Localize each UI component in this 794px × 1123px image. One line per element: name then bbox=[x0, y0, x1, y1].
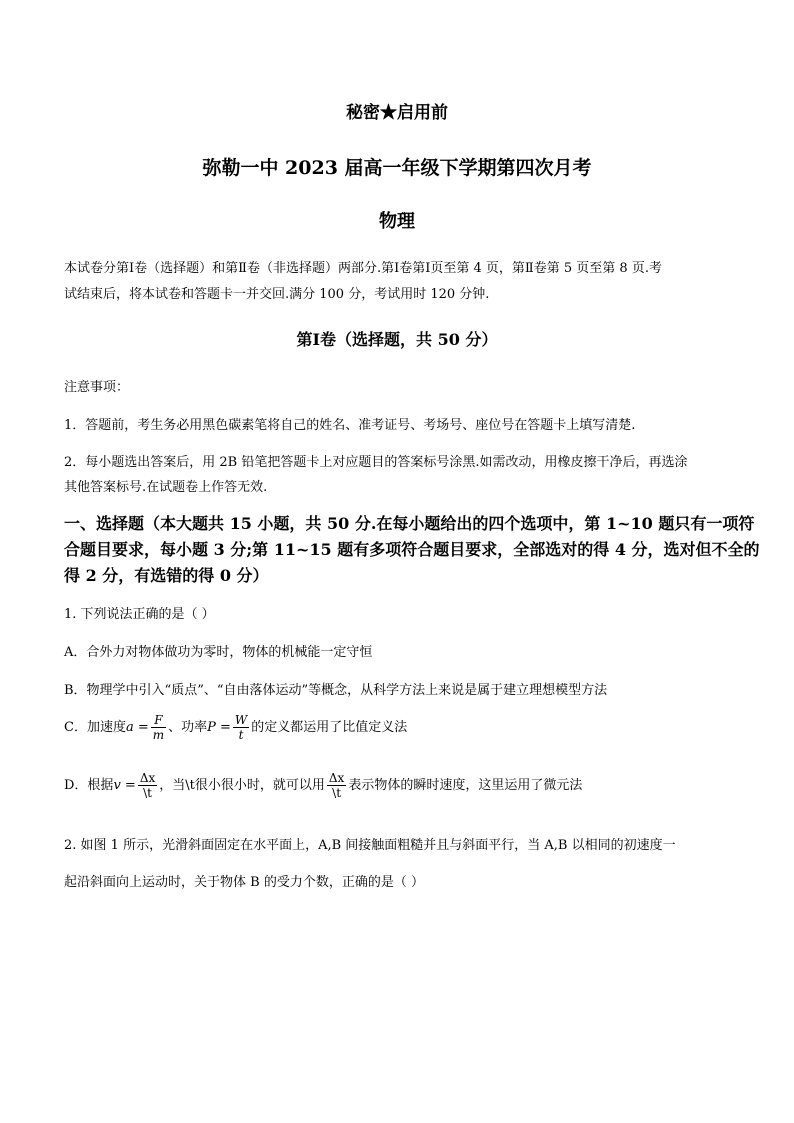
secret-label: 秘密★启用前 bbox=[346, 103, 448, 123]
part1-line-1: 一、选择题（本大题共 15 小题，共 50 分.在每小题给出的四个选项中，第 1~10 题只有一项符 bbox=[64, 514, 755, 533]
q2-line-1: 2. 如图 1 所示，光滑斜面固定在水平面上，A,B 间接触面粗糙并且与斜面平行，当 A,B 以相同的初速度一 bbox=[64, 838, 676, 853]
note-item-2: 2．每小题选出答案后，用 2B 铅笔把答题卡上对应题目的答案标号涂黑.如需改动，用橡皮擦干净后，再选涂 bbox=[64, 455, 688, 470]
power-eq: P = bbox=[207, 720, 231, 735]
option-d-mid-2: 很小很小时，就可以用 bbox=[194, 778, 325, 793]
fraction-f-over-m bbox=[151, 713, 166, 742]
q1-option-c bbox=[64, 713, 744, 742]
q1-option-b: B．物理学中引入“质点”、“自由落体运动”等概念，从科学方法上来说是属于建立理想模型方法 bbox=[64, 683, 608, 698]
q1-option-d bbox=[64, 771, 744, 800]
intro-line-2: 试结束后，将本试卷和答题卡一并交回.满分 100 分，考试用时 120 分钟. bbox=[64, 287, 490, 302]
fraction-denominator: \t bbox=[332, 786, 342, 800]
fraction-denominator: \t bbox=[143, 786, 152, 800]
q1-option-a: A．合外力对物体做功为零时，物体的机械能一定守恒 bbox=[64, 645, 373, 660]
option-d-dt: \t bbox=[185, 778, 195, 793]
fraction-denominator: m bbox=[152, 728, 165, 742]
fraction-w-over-t bbox=[233, 713, 249, 742]
q1-stem: 1. 下列说法正确的是（ ） bbox=[64, 607, 215, 622]
fraction-numerator: W bbox=[234, 713, 248, 727]
option-d-prefix: D．根据 bbox=[64, 778, 114, 793]
section-title: 第Ⅰ卷（选择题，共 50 分） bbox=[296, 330, 498, 349]
acceleration-eq: a = bbox=[125, 720, 149, 735]
q2-line-2: 起沿斜面向上运动时，关于物体 B 的受力个数，正确的是（ ） bbox=[64, 875, 424, 890]
notes-title: 注意事项： bbox=[64, 380, 130, 395]
option-c-prefix: C．加速度 bbox=[64, 720, 126, 735]
velocity-eq: v = bbox=[113, 778, 136, 793]
subject-title: 物理 bbox=[379, 211, 415, 232]
option-d-mid-1: ，当 bbox=[159, 778, 186, 793]
part1-line-3: 得 2 分，有选错的得 0 分） bbox=[64, 566, 269, 585]
fraction-numerator: Δx bbox=[328, 771, 345, 785]
note-item-2-cont: 其他答案标号.在试题卷上作答无效. bbox=[64, 480, 268, 495]
fraction-numerator: F bbox=[151, 713, 166, 728]
exam-title: 弥勒一中 2023 届高一年级下学期第四次月考 bbox=[202, 157, 592, 179]
fraction-dx-over-dt-2 bbox=[327, 771, 346, 800]
intro-line-1: 本试卷分第Ⅰ卷（选择题）和第Ⅱ卷（非选择题）两部分.第Ⅰ卷第Ⅰ页至第 4 页，第Ⅱ卷第 5 页至第 8 页.考 bbox=[64, 261, 662, 276]
option-d-suffix: 表示物体的瞬时速度，这里运用了微元法 bbox=[348, 778, 583, 793]
fraction-dx-over-dt bbox=[138, 771, 157, 800]
part1-line-2: 合题目要求，每小题 3 分;第 11~15 题有多项符合题目要求，全部选对的得 4 分，选对但不全的 bbox=[64, 540, 760, 559]
fraction-numerator: Δx bbox=[139, 771, 156, 785]
fraction-denominator: t bbox=[238, 728, 244, 742]
note-item-1: 1．答题前，考生务必用黑色碳素笔将自己的姓名、准考证号、考场号、座位号在答题卡上填写清楚. bbox=[64, 418, 636, 433]
option-c-suffix: 的定义都运用了比值定义法 bbox=[251, 720, 408, 735]
option-c-mid: 、功率 bbox=[168, 720, 208, 735]
